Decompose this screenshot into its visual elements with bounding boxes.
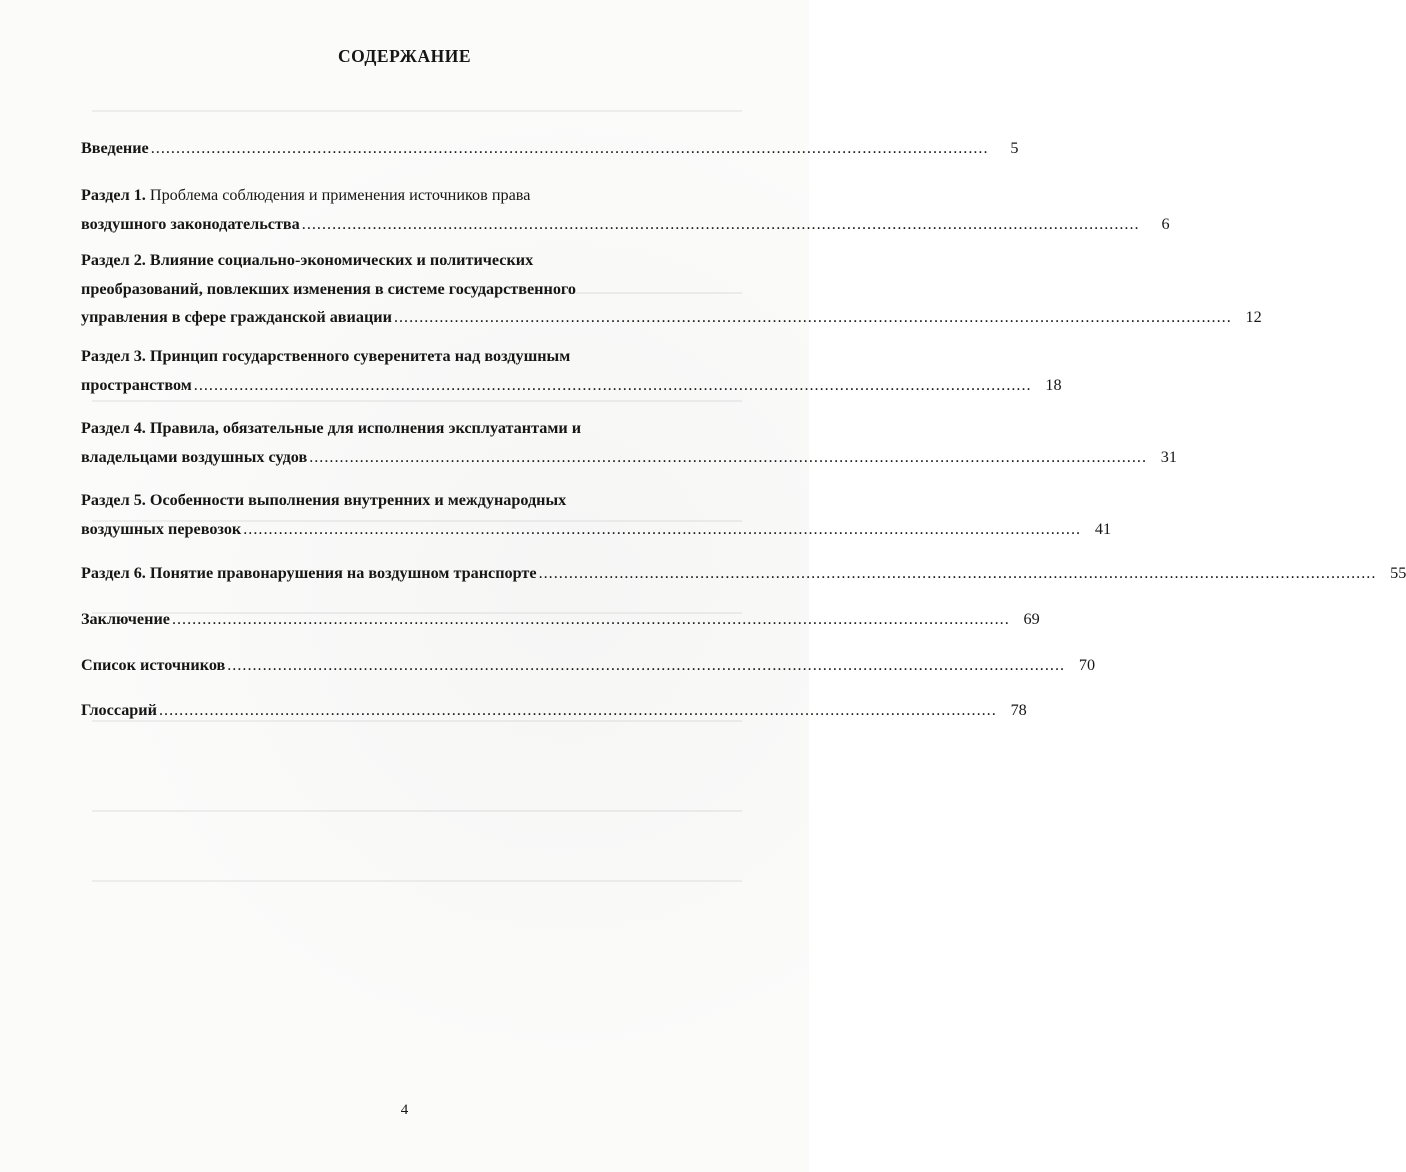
page-title: СОДЕРЖАНИЕ [337, 46, 471, 66]
section-title-line: Правила, обязательные для исполнения эксплуатантами и [145, 419, 582, 437]
bleed-through-line [92, 110, 742, 112]
section-title-line: воздушных перевозок [81, 519, 242, 538]
toc-entry-section-5[interactable] [81, 486, 1112, 543]
dot-leader: ...................................................................................................................................................................... [193, 375, 1032, 394]
section-title-line: владельцами воздушных судов [81, 447, 308, 466]
section-label: Раздел 5. [81, 491, 146, 509]
toc-entry-title: Заключение [81, 610, 170, 628]
toc-page-number: 31 [1160, 447, 1177, 466]
dot-leader: ...................................................................................................................................................................... [171, 610, 1010, 628]
section-title-line: Принцип государственного суверенитета над воздушным [145, 347, 571, 365]
toc-page-number: 41 [1094, 519, 1112, 538]
bleed-through-line [92, 810, 742, 812]
section-label: Раздел 3. [81, 347, 146, 365]
dot-leader: ...................................................................................................................................................................... [227, 656, 1066, 674]
dot-leader: ...................................................................................................................................................................... [150, 139, 989, 157]
dot-leader: ...................................................................................................................................................................... [538, 564, 1377, 582]
toc-entry-section-4[interactable] [81, 414, 1177, 471]
toc-page-number: 12 [1245, 308, 1262, 326]
toc-entry-title: Список источников [81, 656, 226, 674]
dot-leader: ...................................................................................................................................................................... [393, 308, 1232, 326]
toc-entry-section-2[interactable] [81, 246, 1262, 332]
toc-page-number: 55 [1390, 564, 1406, 582]
dot-leader: ...................................................................................................................................................................... [243, 519, 1082, 538]
toc-entry-intro[interactable] [81, 134, 1019, 163]
section-title-line: Проблема соблюдения и применения источников права [145, 186, 531, 204]
toc-entry-title: Глоссарий [81, 701, 157, 719]
bleed-through-line [92, 400, 742, 402]
section-title-line: преобразований, повлекших изменения в системе государственного [81, 279, 576, 298]
dot-leader: ...................................................................................................................................................................... [301, 214, 1140, 233]
dot-leader: ...................................................................................................................................................................... [309, 447, 1147, 466]
section-label: Раздел 6. [81, 564, 146, 582]
toc-entry-glossary[interactable] [81, 696, 1027, 725]
toc-entry-section-1[interactable] [81, 181, 1170, 238]
toc-entry-title: Введение [81, 139, 149, 157]
section-label: Раздел 1. [81, 186, 146, 204]
toc-page-number: 78 [1010, 701, 1027, 719]
section-title-line: Влияние социально-экономических и политических [145, 251, 534, 269]
section-title-line: Понятие правонарушения на воздушном транспорте [145, 564, 537, 582]
toc-page-number: 18 [1045, 375, 1062, 394]
section-title-line: пространством [81, 375, 192, 394]
section-title-line: управления в сфере гражданской авиации [81, 308, 392, 326]
toc-entry-section-3[interactable] [81, 342, 1062, 399]
toc-entry-sources[interactable] [81, 651, 1096, 680]
toc-page-number: 5 [1010, 139, 1019, 157]
toc-page-number: 70 [1078, 656, 1096, 674]
toc-page-number: 6 [1161, 214, 1170, 233]
page-number: 4 [400, 1102, 409, 1118]
section-label: Раздел 2. [81, 251, 146, 269]
toc-page-number: 69 [1023, 610, 1040, 628]
section-title-line: воздушного законодательства [81, 214, 300, 233]
section-label: Раздел 4. [81, 419, 146, 437]
dot-leader: ...................................................................................................................................................................... [158, 701, 997, 719]
section-title-line: Особенности выполнения внутренних и международных [145, 491, 567, 509]
bleed-through-line [92, 880, 742, 882]
toc-entry-conclusion[interactable] [81, 605, 1040, 634]
toc-entry-section-6[interactable] [81, 559, 1406, 588]
